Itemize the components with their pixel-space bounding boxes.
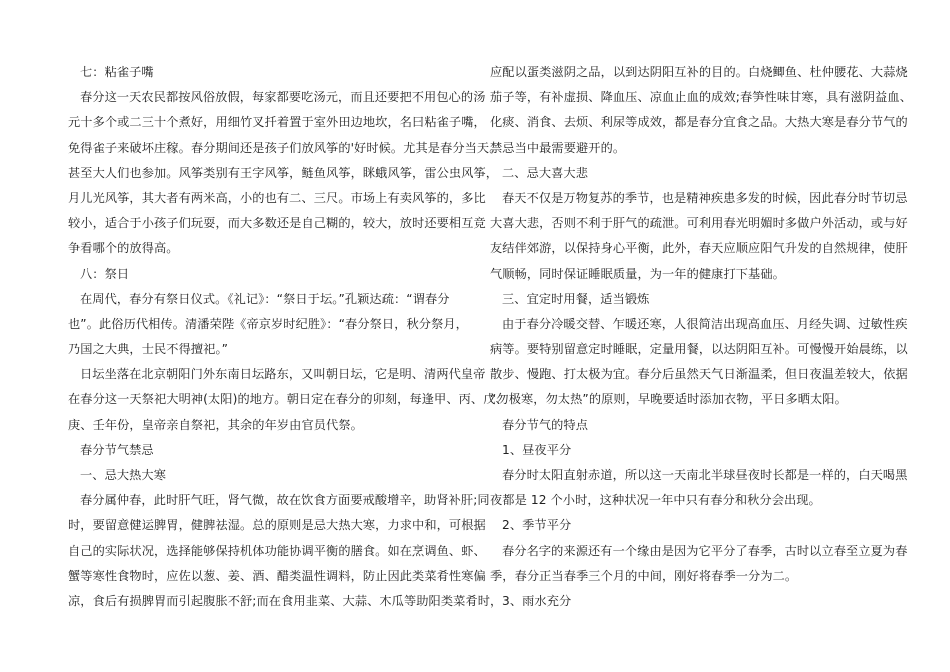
text-line: 甚至大人们也参加。风筝类别有王字风筝，鲢鱼风筝，眯蛾风筝，雷公虫风筝， [68, 165, 499, 180]
text-line: 1、昼夜平分 [502, 442, 572, 457]
text-line: 一、忌大热大寒 [80, 468, 167, 482]
text-line: 春分节气的特点 [502, 417, 589, 432]
text-line: 日坛坐落在北京朝阳门外东南日坛路东，又叫朝日坛，它是明、清两代皇帝 [80, 367, 486, 382]
text-line: 月儿光风筝，其大者有两米高，小的也有二、三尺。市场上有卖风筝的，多比 [68, 190, 486, 205]
text-line: 春分这一天农民都按风俗放假，每家都要吃汤元，而且还要把不用包心的汤 [80, 90, 486, 105]
text-line: 友结伴郊游，以保持身心平衡，此外，春天应顺应阳气升发的自然规律，使肝 [490, 241, 908, 256]
text-line: 较小，适合于小孩子们玩耍，而大多数还是自己糊的，较大，放时还要相互竞 [68, 216, 486, 231]
text-line: 散步、慢跑、打太极为宜。春分后虽然天气日渐温柔，但日夜温差较大，依据 [490, 367, 908, 382]
text-line: 病等。要特别留意定时睡眠，定量用餐，以达阴阳互补。可慢慢开始晨练，以 [490, 342, 908, 357]
text-line: 春分时太阳直射赤道，所以这一天南北半球昼夜时长都是一样的，白天喝黑 [502, 468, 908, 482]
text-line: 气顺畅，同时保证睡眠质量，为一年的健康打下基础。 [490, 266, 785, 281]
text-line: 春天不仅是万物复苏的季节，也是精神疾患多发的时候，因此春分时节切忌 [502, 190, 908, 205]
text-line: 乃国之大典，士民不得擅祀。” [68, 342, 229, 357]
text-line: “勿极寒，勿太热”的原则，早晚要适时添加衣物，平日多晒太阳。 [490, 392, 847, 407]
text-line: 争看哪个的放得高。 [68, 241, 179, 256]
text-line: 也”。此俗历代相传。清潘荣陛《帝京岁时纪胜》：“春分祭日，秋分祭月， [68, 316, 468, 331]
text-line: 由于春分冷暖交替、乍暖还寒，人很简洁出现高血压、月经失调、过敏性疾 [502, 316, 908, 331]
text-line: 春分节气禁忌 [80, 442, 154, 457]
text-line: 3、雨水充分 [502, 593, 572, 608]
text-line: 禁忌当中最需要避开的。 [490, 140, 626, 155]
text-line: 应配以蛋类滋阴之品，以到达阴阳互补的目的。白烧鲫鱼、杜仲腰花、大蒜烧 [490, 65, 908, 79]
text-line: 春分属仲春，此时肝气旺，肾气微，故在饮食方面要戒酸增辛，助肾补肝;同 [80, 493, 490, 508]
text-line: 2、季节平分 [502, 518, 572, 533]
text-line: 夜都是 12 个小时，这种状况一年中只有春分和秋分会出现。 [490, 493, 821, 508]
text-line: 在春分这一天祭祀大明神(太阳)的地方。朝日定在春分的卯刻，每逢甲、丙、戊、 [68, 392, 508, 407]
text-line: 元十多个或二三十个煮好，用细竹叉扦着置于室外田边地坎，名曰粘雀子嘴， [68, 115, 486, 130]
text-line: 凉，食后有损脾胃而引起腹胀不舒;而在食用韭菜、大蒜、木瓜等助阳类菜肴时， [68, 593, 503, 608]
text-line: 季，春分正当春季三个月的中间，刚好将春季一分为二。 [490, 568, 798, 583]
text-line: 茄子等，有补虚损、降血压、凉血止血的成效;春笋性味甘寒，具有滋阴益血、 [490, 90, 912, 105]
text-line: 在周代，春分有祭日仪式。《礼记》：“祭日于坛。”孔颖达疏：“谓春分 [80, 291, 450, 306]
text-line: 春分名字的来源还有一个缘由是因为它平分了春季，古时以立春至立夏为春 [502, 543, 908, 558]
text-line: 大喜大悲，否则不利于肝气的疏泄。可利用春光明媚时多做户外活动，或与好 [490, 216, 908, 231]
text-line: 时，要留意健运脾胃，健脾祛湿。总的原则是忌大热大寒，力求中和，可根据 [68, 518, 486, 533]
right-text-column [490, 60, 912, 614]
text-line: 庚、壬年份，皇帝亲自祭祀，其余的年岁由官员代祭。 [68, 417, 363, 432]
text-line: 二、忌大喜大悲 [502, 165, 589, 180]
text-line: 八：祭日 [80, 266, 130, 281]
text-line: 免得雀子来破坏庄稼。春分期间还是孩子们放风筝的'好时候。尤其是春分当天。 [68, 140, 502, 155]
text-line: 自己的实际状况，选择能够保持机体功能协调平衡的膳食。如在烹调鱼、虾、 [68, 543, 486, 558]
text-line: 七：粘雀子嘴 [80, 65, 154, 79]
text-line: 蟹等寒性食物时，应佐以葱、姜、酒、醋类温性调料，防止因此类菜肴性寒偏 [68, 568, 486, 583]
text-line: 化痰、消食、去烦、利尿等成效，都是春分宜食之品。大热大寒是春分节气的 [490, 115, 908, 130]
left-text-column [68, 60, 508, 614]
text-line: 三、宜定时用餐，适当锻炼 [502, 291, 650, 306]
